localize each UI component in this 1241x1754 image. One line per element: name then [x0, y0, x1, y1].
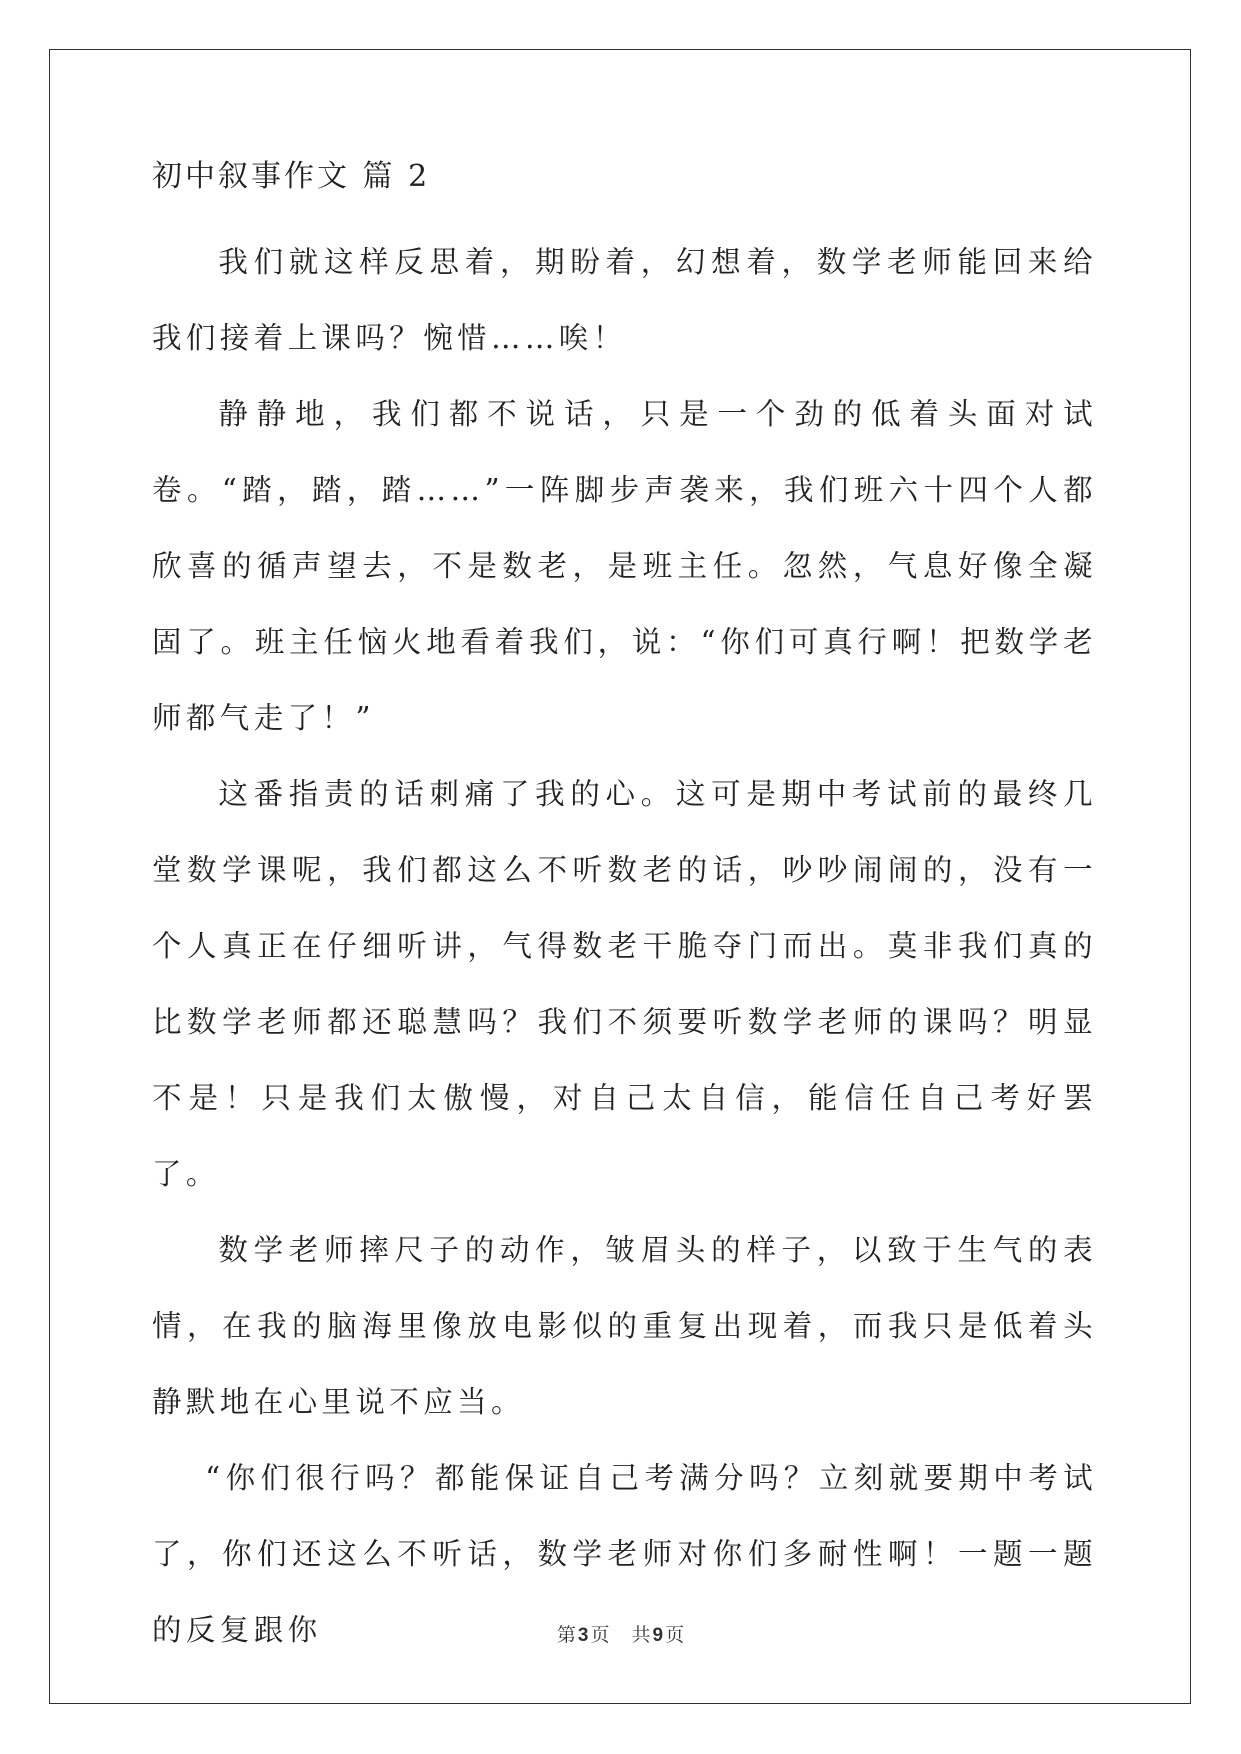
- document-body: [152, 160, 1097, 1668]
- paragraph-2: 静静地，我们都不说话，只是一个劲的低着头面对试卷。“踏，踏，踏……”一阵脚步声袭来，我们班六十四个人都欣喜的循声望去，不是数老，是班主任。忽然，气息好像全凝固了。班主任恼火地看着我们，说：“你们可真行啊！把数学老师都气走了！”: [152, 397, 1097, 735]
- total-page-number: 9: [652, 1625, 664, 1646]
- total-suffix: 页: [665, 1624, 685, 1646]
- total-prefix: 共: [631, 1624, 651, 1646]
- paragraph-1: 我们就这样反思着，期盼着，幻想着，数学老师能回来给我们接着上课吗？惋惜……唉！: [152, 245, 1097, 355]
- paragraph-4: 数学老师摔尺子的动作，皱眉头的样子，以致于生气的表情，在我的脑海里像放电影似的重复出现着，而我只是低着头静默地在心里说不应当。: [152, 1233, 1097, 1419]
- paragraph-5: “你们很行吗？都能保证自己考满分吗？立刻就要期中考试了，你们还这么不听话，数学老师对你们多耐性啊！一题一题的反复跟你: [152, 1461, 1097, 1647]
- page-prefix: 第: [556, 1624, 576, 1646]
- essay-title: 初中叙事作文 篇 2: [152, 159, 431, 194]
- paragraph-3: 这番指责的话刺痛了我的心。这可是期中考试前的最终几堂数学课呢，我们都这么不听数老的话，吵吵闹闹的，没有一个人真正在仔细听讲，气得数老干脆夺门而出。莫非我们真的比数学老师都还聪慧吗？我们不须要听数学老师的课吗？明显不是！只是我们太傲慢，对自己太自信，能信任自己考好罢了。: [152, 777, 1097, 1191]
- page-footer: [0, 1623, 1241, 1648]
- current-page-number: 3: [577, 1625, 589, 1646]
- page-suffix: 页: [590, 1624, 610, 1646]
